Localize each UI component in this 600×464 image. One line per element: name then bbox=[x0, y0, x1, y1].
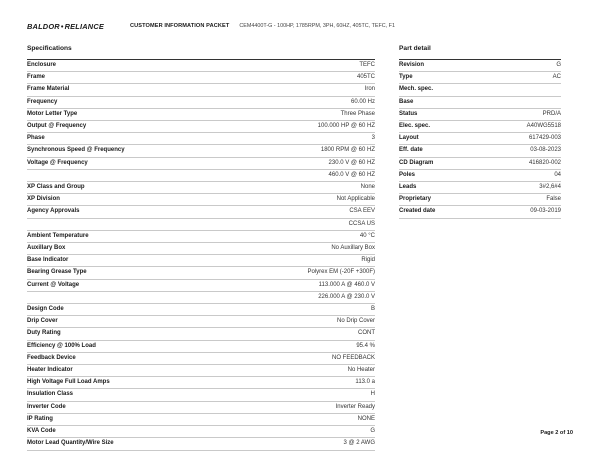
page-header bbox=[27, 19, 587, 33]
row-value: Three Phase bbox=[227, 108, 375, 120]
table-row bbox=[27, 279, 375, 291]
table-row bbox=[27, 157, 375, 169]
row-value bbox=[481, 84, 561, 96]
row-label: Drip Cover bbox=[27, 316, 227, 328]
table-row bbox=[399, 133, 561, 145]
specifications-title: Specifications bbox=[27, 45, 72, 52]
row-value: AC bbox=[481, 72, 561, 84]
row-value: 113.000 A @ 460.0 V bbox=[227, 279, 375, 291]
row-label: Feedback Device bbox=[27, 352, 227, 364]
table-row bbox=[27, 121, 375, 133]
row-label: Eff. date bbox=[399, 145, 481, 157]
row-label: Type bbox=[399, 72, 481, 84]
table-row bbox=[27, 291, 375, 303]
logo-right-text: RELIANCE bbox=[64, 21, 104, 31]
row-value: 3 bbox=[227, 133, 375, 145]
table-row bbox=[27, 84, 375, 96]
row-value: 113.0 a bbox=[227, 377, 375, 389]
row-label: Leads bbox=[399, 182, 481, 194]
table-row bbox=[399, 121, 561, 133]
row-label: Voltage @ Frequency bbox=[27, 157, 227, 169]
table-row bbox=[399, 194, 561, 206]
row-value: A40WG5518 bbox=[481, 121, 561, 133]
row-value: 95.4 % bbox=[227, 340, 375, 352]
table-row bbox=[27, 352, 375, 364]
table-row bbox=[27, 206, 375, 218]
row-label: Mech. spec. bbox=[399, 84, 481, 96]
row-label: CD Diagram bbox=[399, 157, 481, 169]
table-row bbox=[399, 182, 561, 194]
row-value: TEFC bbox=[227, 60, 375, 72]
row-value: CSA EEV bbox=[227, 206, 375, 218]
row-label bbox=[27, 218, 227, 230]
row-label: Status bbox=[399, 108, 481, 120]
row-label: Current @ Voltage bbox=[27, 279, 227, 291]
row-value: False bbox=[481, 194, 561, 206]
table-row bbox=[27, 389, 375, 401]
table-row bbox=[27, 169, 375, 181]
table-row bbox=[27, 426, 375, 438]
row-value: None bbox=[227, 182, 375, 194]
row-label: Revision bbox=[399, 60, 481, 72]
row-label bbox=[27, 291, 227, 303]
row-value: NONE bbox=[227, 413, 375, 425]
row-value: Iron bbox=[227, 84, 375, 96]
row-value: 3 @ 2 AWG bbox=[227, 438, 375, 450]
row-value: 40 °C bbox=[227, 230, 375, 242]
table-row bbox=[27, 218, 375, 230]
row-label: IP Rating bbox=[27, 413, 227, 425]
row-label: Elec. spec. bbox=[399, 121, 481, 133]
row-label: Base bbox=[399, 96, 481, 108]
row-label: Inverter Code bbox=[27, 401, 227, 413]
row-label: Agency Approvals bbox=[27, 206, 227, 218]
table-row bbox=[399, 108, 561, 120]
table-row bbox=[27, 401, 375, 413]
part-detail-title: Part detail bbox=[399, 45, 431, 52]
row-label: Frame Material bbox=[27, 84, 227, 96]
row-label: Created date bbox=[399, 206, 481, 218]
row-value: 04 bbox=[481, 169, 561, 181]
table-row bbox=[27, 145, 375, 157]
row-value: G bbox=[227, 426, 375, 438]
logo-left-text: BALDOR bbox=[27, 21, 60, 31]
row-value: No Drip Cover bbox=[227, 316, 375, 328]
table-row bbox=[27, 230, 375, 242]
table-row bbox=[399, 72, 561, 84]
row-value bbox=[481, 96, 561, 108]
row-label: Design Code bbox=[27, 304, 227, 316]
row-value: No Auxillary Box bbox=[227, 243, 375, 255]
row-label: Motor Lead Quantity/Wire Size bbox=[27, 438, 227, 450]
row-label: Layout bbox=[399, 133, 481, 145]
row-label: Output @ Frequency bbox=[27, 121, 227, 133]
table-row bbox=[27, 377, 375, 389]
table-row bbox=[399, 157, 561, 169]
table-row bbox=[27, 60, 375, 72]
row-value: G bbox=[481, 60, 561, 72]
row-value: 60.00 Hz bbox=[227, 96, 375, 108]
row-value: Rigid bbox=[227, 255, 375, 267]
row-label: Duty Rating bbox=[27, 328, 227, 340]
table-row bbox=[399, 96, 561, 108]
row-value: 416820-002 bbox=[481, 157, 561, 169]
row-label: Bearing Grease Type bbox=[27, 267, 227, 279]
table-row bbox=[399, 60, 561, 72]
row-label: XP Class and Group bbox=[27, 182, 227, 194]
table-row bbox=[27, 340, 375, 352]
packet-title: CUSTOMER INFORMATION PACKET bbox=[130, 23, 230, 29]
table-row bbox=[27, 96, 375, 108]
row-label: Synchronous Speed @ Frequency bbox=[27, 145, 227, 157]
row-label: High Voltage Full Load Amps bbox=[27, 377, 227, 389]
row-label: Proprietary bbox=[399, 194, 481, 206]
row-label: Frame bbox=[27, 72, 227, 84]
row-label: KVA Code bbox=[27, 426, 227, 438]
row-label: Ambient Temperature bbox=[27, 230, 227, 242]
row-value: Polyrex EM (-20F +300F) bbox=[227, 267, 375, 279]
row-label: Frequency bbox=[27, 96, 227, 108]
row-value: PRD/A bbox=[481, 108, 561, 120]
table-row bbox=[27, 182, 375, 194]
row-value: 100.000 HP @ 60 HZ bbox=[227, 121, 375, 133]
row-label: Poles bbox=[399, 169, 481, 181]
table-row bbox=[27, 255, 375, 267]
row-value: H bbox=[227, 389, 375, 401]
row-label: Motor Letter Type bbox=[27, 108, 227, 120]
row-value: 617429-003 bbox=[481, 133, 561, 145]
row-value: CONT bbox=[227, 328, 375, 340]
table-row bbox=[27, 194, 375, 206]
row-value: NO FEEDBACK bbox=[227, 352, 375, 364]
row-value: 405TC bbox=[227, 72, 375, 84]
row-value: No Heater bbox=[227, 365, 375, 377]
row-value: Not Applicable bbox=[227, 194, 375, 206]
table-row bbox=[399, 84, 561, 96]
row-label: Auxillary Box bbox=[27, 243, 227, 255]
table-row bbox=[27, 316, 375, 328]
row-value: CCSA US bbox=[227, 218, 375, 230]
row-value: 230.0 V @ 60 HZ bbox=[227, 157, 375, 169]
row-value: Inverter Ready bbox=[227, 401, 375, 413]
specifications-table bbox=[27, 59, 375, 451]
table-row bbox=[27, 72, 375, 84]
table-row bbox=[27, 243, 375, 255]
row-value: 1800 RPM @ 60 HZ bbox=[227, 145, 375, 157]
table-row bbox=[399, 145, 561, 157]
table-row bbox=[27, 133, 375, 145]
row-label: Phase bbox=[27, 133, 227, 145]
table-row bbox=[27, 328, 375, 340]
row-label: Insulation Class bbox=[27, 389, 227, 401]
table-row bbox=[27, 365, 375, 377]
row-label: Efficiency @ 100% Load bbox=[27, 340, 227, 352]
page-number: Page 2 of 10 bbox=[540, 430, 573, 436]
table-row bbox=[27, 304, 375, 316]
row-label: Heater Indicator bbox=[27, 365, 227, 377]
table-row bbox=[27, 438, 375, 450]
brand-logo bbox=[27, 22, 104, 31]
row-value: 460.0 V @ 60 HZ bbox=[227, 169, 375, 181]
table-row bbox=[399, 169, 561, 181]
row-label: Enclosure bbox=[27, 60, 227, 72]
row-value: 03-08-2023 bbox=[481, 145, 561, 157]
part-detail-table bbox=[399, 59, 561, 219]
table-row bbox=[27, 267, 375, 279]
row-label: XP Division bbox=[27, 194, 227, 206]
packet-subtitle: CEM4400T-G - 100HP, 1785RPM, 3PH, 60HZ, 405TC, TEFC, F1 bbox=[239, 23, 395, 29]
row-value: B bbox=[227, 304, 375, 316]
table-row bbox=[27, 413, 375, 425]
row-value: 3#2,6#4 bbox=[481, 182, 561, 194]
row-value: 226.000 A @ 230.0 V bbox=[227, 291, 375, 303]
table-row bbox=[27, 108, 375, 120]
table-row bbox=[399, 206, 561, 218]
row-label bbox=[27, 169, 227, 181]
logo-separator: • bbox=[60, 21, 64, 31]
row-label: Base Indicator bbox=[27, 255, 227, 267]
row-value: 09-03-2019 bbox=[481, 206, 561, 218]
